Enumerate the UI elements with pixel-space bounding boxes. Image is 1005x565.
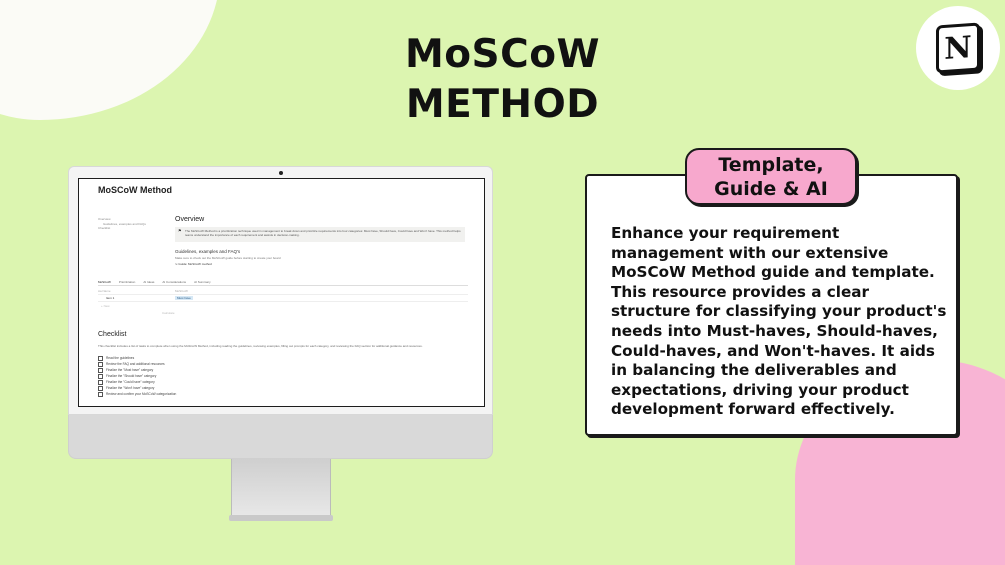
- title-line-1: MoSCoW: [404, 32, 601, 77]
- checklist-heading: Checklist: [98, 331, 127, 338]
- template-guide-ai-pill: [685, 148, 857, 205]
- pill-line-1: Template,: [718, 153, 824, 176]
- column-header-name: Aa Name: [98, 289, 111, 293]
- monitor-stand-base: [229, 515, 333, 521]
- monitor-mockup: [68, 166, 493, 459]
- overview-heading: Overview: [175, 216, 205, 223]
- tab-ai-considerations[interactable]: AI Considerations: [162, 280, 187, 284]
- new-row-button[interactable]: + New: [101, 304, 110, 308]
- notion-badge: [916, 6, 1000, 90]
- checklist-item[interactable]: Review the FAQ and additional resources: [98, 361, 176, 367]
- tab-ai-ideas[interactable]: AI Ideas: [143, 280, 155, 284]
- calculate-button[interactable]: Calculate: [162, 311, 175, 315]
- monitor-bezel: [68, 166, 493, 415]
- title-line-2: METHOD: [405, 82, 600, 127]
- page-title: [0, 30, 1005, 130]
- monitor-screen: [78, 178, 485, 407]
- pill-line-2: Guide & AI: [714, 177, 828, 200]
- table-header: [98, 289, 468, 295]
- row-name: Item 1: [106, 296, 115, 300]
- tab-prioritization[interactable]: Prioritization: [118, 280, 136, 284]
- tab-moscow[interactable]: MoSCoW: [98, 280, 111, 284]
- moscow-tag: Must have: [177, 296, 191, 300]
- guide-link-label: Guide: MoSCoW method: [178, 262, 212, 266]
- column-header-moscow: MoSCoW: [175, 289, 188, 293]
- checklist-item[interactable]: Finalize the "Must have" category: [98, 367, 176, 373]
- callout-text: The MoSCoW Method is a prioritization technique used in management to break down and prioritize requirements into four categories: Must have, Should have, Could have and Won't have. This method helps teams understand the importance of each requirement and assists in decision-making.: [185, 229, 461, 237]
- monitor-chin: [68, 415, 493, 459]
- toc-item[interactable]: Checklist: [98, 226, 111, 230]
- toc-item[interactable]: Overview: [98, 217, 111, 221]
- database-tabs: [98, 280, 468, 286]
- toc-item[interactable]: Guidelines, examples and FAQs: [103, 221, 146, 226]
- notion-logo-icon: N: [936, 22, 980, 73]
- description-card: [585, 174, 958, 436]
- guide-text: Make sure to check out the MoSCoW guide before starting to create your board: [175, 256, 281, 260]
- flag-icon: ⚑: [178, 228, 182, 233]
- checklist-item[interactable]: Finalize the "Should have" category: [98, 373, 176, 379]
- screen-toc: [98, 217, 146, 231]
- guide-heading: Guidelines, examples and FAQ's: [175, 249, 241, 254]
- screen-page-title: MoSCoW Method: [98, 185, 172, 195]
- camera-icon: [279, 171, 283, 175]
- checklist-item[interactable]: Read the guidelines: [98, 355, 176, 361]
- callout-box: [175, 227, 465, 242]
- checklist-item[interactable]: Finalize the "Could have" category: [98, 379, 176, 385]
- table-row[interactable]: [98, 296, 468, 302]
- checklist-text: This checklist includes a list of tasks to complete when using the MoSCoW Method, including reading the guidelines, reviewing examples, filling out prompts for each category, and reviewing the FAQ section for additional guidance and resources.: [98, 344, 423, 348]
- guide-link[interactable]: [175, 262, 212, 266]
- arrow-icon: ↪: [175, 262, 179, 266]
- checklist: [98, 355, 176, 397]
- tab-ai-summary[interactable]: AI Summary: [194, 280, 211, 284]
- checklist-item[interactable]: Finalize the "Won't have" category: [98, 385, 176, 391]
- monitor-stand: [231, 459, 331, 515]
- description-text: Enhance your requirement management with our extensive MoSCoW Method guide and template. This resource provides a clear structure for classifying your product's needs into Must-haves, Should-haves, Could-haves, and Won't-haves. It aids in balancing the deliverables and expectations, driving your product development forward effectively.: [611, 224, 947, 419]
- checklist-item[interactable]: Review and confirm your MoSCoW categorization: [98, 391, 176, 397]
